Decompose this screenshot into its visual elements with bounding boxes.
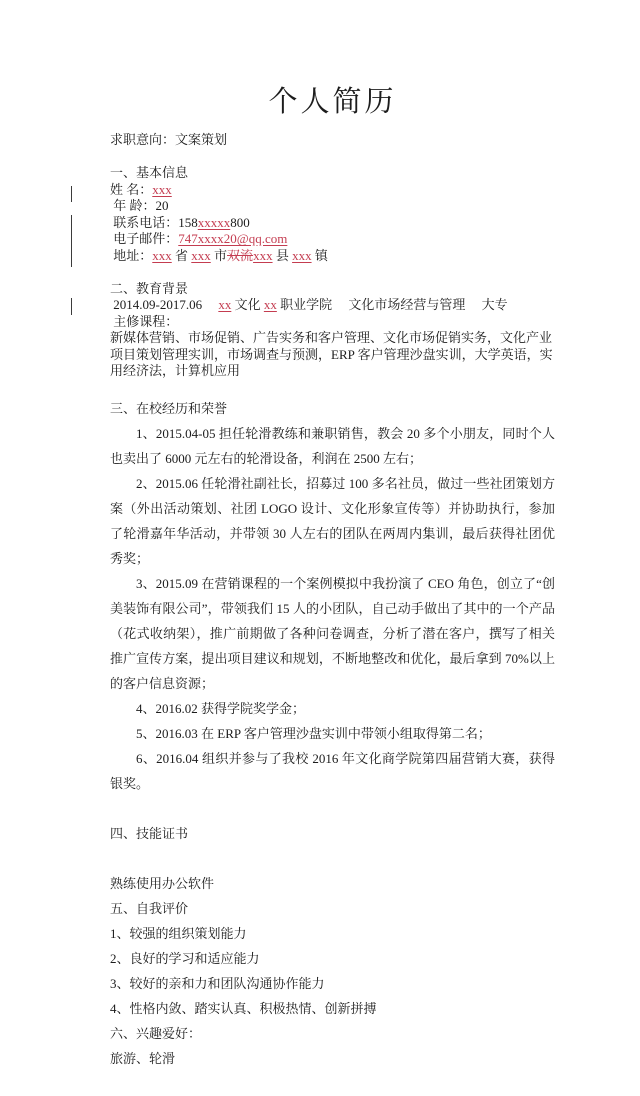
insert-revision-run: xxx (152, 247, 172, 263)
majors-label (110, 314, 555, 331)
text-run: 3、2015.09 在营销课程的一个案例模拟中我扮演了 CEO 角色，创立了“创美装饰有限公司”，带领我们 15 人的小团队，自己动手做出了其中的一个产品（花式收纳架），推广前期做了各种问卷调查，分析了潜在客户，撰写了相关推广宣传方案，提出项目建议和规划，不断地整改和优化，最后拿到 70%以上的客户信息资源； (110, 576, 555, 691)
text-run: 2、良好的学习和适应能力 (110, 951, 260, 966)
text-run: 镇 (311, 247, 328, 263)
field-phone (110, 215, 555, 232)
insert-revision-run: xxx (292, 247, 312, 263)
heading-skills (110, 821, 555, 846)
text-run: 二、教育背景 (110, 280, 189, 296)
text-run: 4、性格内敛、踏实认真、积极热情、创新拼搏 (110, 1001, 377, 1016)
experience-item-1 (110, 421, 555, 471)
text-run: 6、2016.04 组织并参与了我校 2016 年文化商学院第四届营销大赛，获得银奖。 (110, 751, 555, 791)
page-title: 个人简历 (268, 86, 397, 118)
skills-line (110, 871, 555, 896)
heading-self-evaluation (110, 896, 555, 921)
insert-revision-run: xxx (253, 247, 273, 263)
field-email (110, 231, 555, 248)
blank-line (110, 264, 555, 281)
text-run: 2014.09-2017.06 (110, 297, 219, 312)
field-name (110, 182, 555, 199)
self-eval-item-4 (110, 996, 555, 1021)
text-run: 3、较好的亲和力和团队沟通协作能力 (110, 976, 325, 991)
blank-line (110, 796, 555, 821)
text-run: 电子邮件： (110, 231, 179, 246)
field-age (110, 198, 555, 215)
tracked-change-bar (71, 186, 72, 202)
text-run: 四、技能证书 (110, 826, 189, 841)
delete-revision-run: 双流 (227, 247, 254, 263)
self-eval-item-2 (110, 946, 555, 971)
experience-item-6 (110, 746, 555, 796)
text-run: 2、2015.06 任轮滑社副社长，招募过 100 多名社员，做过一些社团策划方案（外出活动策划、社团 LOGO 设计、文化形象宣传等）并协助执行，参加了轮滑嘉年华活动，并带领 30 人左右的团队在两周内集训，最后获得社团优秀奖； (110, 476, 555, 566)
hobbies-line (110, 1046, 555, 1071)
insert-revision-run: xxxxx (197, 214, 231, 230)
text-run: 文化 (231, 297, 264, 312)
majors-list (110, 330, 555, 380)
self-eval-item-1 (110, 921, 555, 946)
self-eval-item-3 (110, 971, 555, 996)
blank-line (110, 846, 555, 871)
text-run: 联系电话：158 (110, 214, 198, 230)
experience-item-4 (110, 696, 555, 721)
insert-revision-run: xxx (152, 181, 172, 197)
text-run: 5、2016.03 在 ERP 客户管理沙盘实训中带领小组取得第二名； (136, 726, 491, 741)
experience-item-5 (110, 721, 555, 746)
heading-education (110, 281, 555, 298)
text-run: 地址： (110, 247, 153, 263)
field-address (110, 248, 555, 265)
text-run: 1、2015.04-05 担任轮滑教练和兼职销售，教会 20 多个小朋友，同时个人也卖出了 6000 元左右的轮滑设备，利润在 2500 左右； (110, 426, 555, 466)
tracked-change-bar (71, 298, 72, 315)
text-run: 六、兴趣爱好： (110, 1026, 202, 1041)
text-run: 一、基本信息 (110, 165, 189, 180)
insert-revision-run: xx (263, 297, 277, 312)
experience-item-3 (110, 571, 555, 696)
text-run: 求职意向：文案策划 (110, 132, 228, 147)
text-run: 1、较强的组织策划能力 (110, 926, 247, 941)
insert-revision-run: xxx (191, 247, 211, 263)
insert-revision-run: 747xxxx20@qq.com (178, 231, 288, 246)
text-run: 旅游、轮滑 (110, 1051, 176, 1066)
heading-basic-info (110, 165, 555, 182)
blank-line (110, 380, 555, 397)
text-run: 主修课程： (110, 313, 179, 329)
heading-experience (110, 396, 555, 421)
heading-hobbies (110, 1021, 555, 1046)
text-run: 五、自我评价 (110, 901, 189, 916)
text-run: 职业学院 文化市场经营与管理 大专 (276, 297, 508, 312)
text-run: 新媒体营销、市场促销、广告实务和客户管理、文化市场促销实务，文化产业项目策划管理实训，市场调查与预测，ERP 客户管理沙盘实训，大学英语，实用经济法，计算机应用 (110, 330, 553, 378)
text-run: 800 (230, 214, 250, 230)
text-run: 省 (171, 247, 192, 263)
objective-line (110, 132, 555, 149)
text-run: 4、2016.02 获得学院奖学金； (136, 701, 306, 716)
education-entry (110, 297, 555, 314)
text-run: 年 龄：20 (110, 198, 169, 213)
text-run: 熟练使用办公软件 (110, 876, 215, 891)
tracked-change-bar (71, 215, 72, 267)
experience-item-2 (110, 471, 555, 571)
text-run: 三、在校经历和荣誉 (110, 401, 228, 416)
text-run: 市 (210, 247, 228, 263)
text-run: 姓 名： (110, 181, 153, 197)
insert-revision-run: xx (218, 297, 232, 312)
text-run: 县 (272, 247, 293, 263)
blank-line (110, 149, 555, 166)
document-body (110, 132, 555, 1071)
